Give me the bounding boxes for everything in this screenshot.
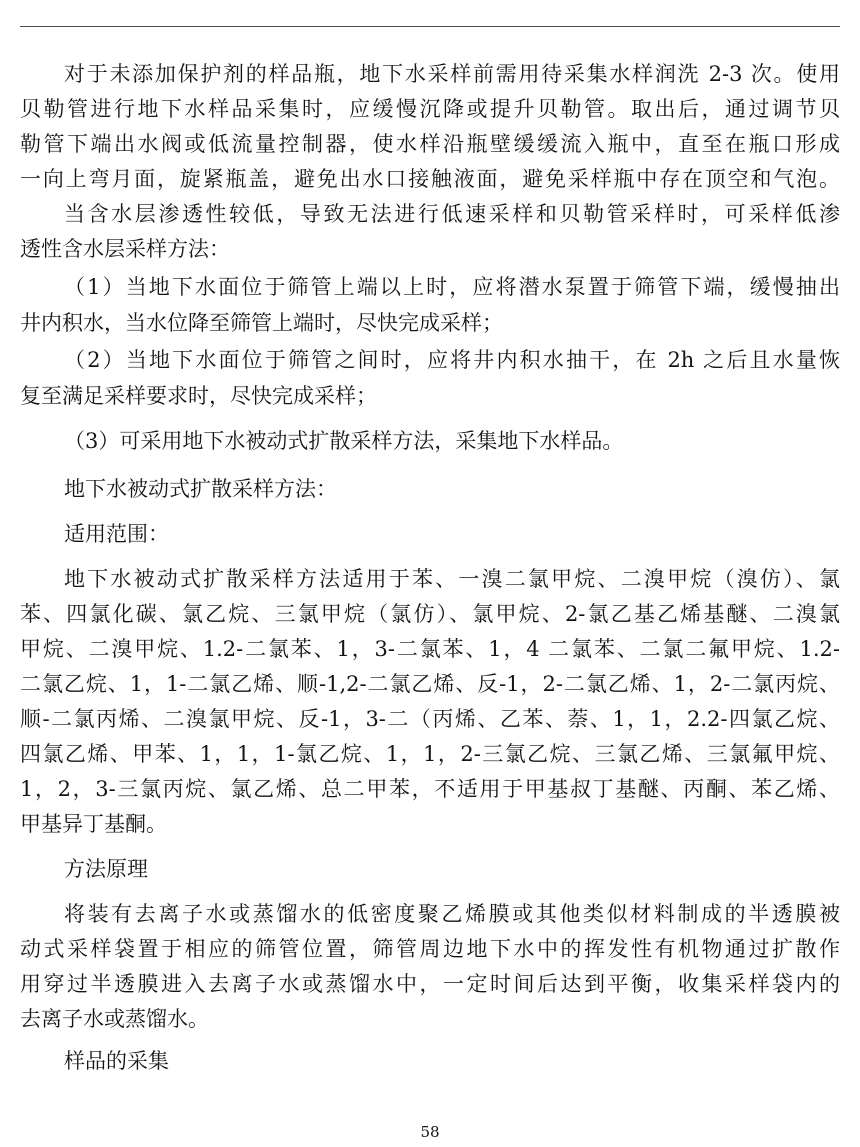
text-line: 地下水被动式扩散采样方法适用于苯、一溴二氯甲烷、二溴甲烷（溴仿）、氯 <box>64 567 840 591</box>
text-line: 甲基异丁基酮。 <box>20 812 167 836</box>
text-line: 复至满足采样要求时，尽快完成采样； <box>20 384 377 408</box>
section-heading-method-principle <box>20 852 840 887</box>
text-line: 苯、四氯化碳、氯乙烷、三氯甲烷（氯仿）、氯甲烷、2-氯乙基乙烯基醚、二溴氯 <box>20 602 840 626</box>
paragraph-method-principle <box>20 897 840 1037</box>
text-line: 四氯乙烯、甲苯、1，1，1-氯乙烷、1，1，2-三氯乙烷、三氯乙烯、三氯氟甲烷、 <box>20 742 840 766</box>
text-line: （2）当地下水面位于筛管之间时，应将井内积水抽干，在 2h 之后且水量恢 <box>64 348 840 372</box>
text-line: 一向上弯月面，旋紧瓶盖，避免出水口接触液面，避免采样瓶中存在顶空和气泡。 <box>20 167 840 191</box>
section-heading-scope <box>20 517 840 552</box>
text-line: （1）当地下水面位于筛管上端以上时，应将潜水泵置于筛管下端，缓慢抽出 <box>64 275 840 299</box>
text-line: 贝勒管进行地下水样品采集时，应缓慢沉降或提升贝勒管。取出后，通过调节贝 <box>20 97 840 121</box>
text-line: 二氯乙烷、1，1-二氯乙烯、顺-1,2-二氯乙烯、反-1，2-二氯乙烯、1，2-二氯丙烷、 <box>20 672 840 696</box>
header-rule <box>20 26 840 27</box>
text-line: 去离子水或蒸馏水。 <box>20 1007 209 1031</box>
paragraph-sample-bottle-rinse <box>20 57 840 197</box>
text-line: 透性含水层采样方法： <box>20 237 230 261</box>
text-line: （3）可采用地下水被动式扩散采样方法，采集地下水样品。 <box>64 429 624 453</box>
text-line: 当含水层渗透性较低，导致无法进行低速采样和贝勒管采样时，可采样低渗 <box>64 202 840 226</box>
list-item-3 <box>20 424 840 459</box>
list-item-1 <box>20 269 840 341</box>
text-line: 1，2，3-三氯丙烷、氯乙烯、总二甲苯，不适用于甲基叔丁基醚、丙酮、苯乙烯、 <box>20 777 840 801</box>
paragraph-low-permeability-intro <box>20 197 840 267</box>
list-item-2 <box>20 342 840 414</box>
section-heading-passive-diffusion <box>20 472 840 507</box>
text-line: 井内积水，当水位降至筛管上端时，尽快完成采样； <box>20 311 503 335</box>
text-line: 动式采样袋置于相应的筛管位置，筛管周边地下水中的挥发性有机物通过扩散作 <box>20 937 840 961</box>
text-line: 样品的采集 <box>64 1049 169 1073</box>
text-line: 对于未添加保护剂的样品瓶，地下水采样前需用待采集水样润洗 2-3 次。使用 <box>64 62 840 86</box>
section-heading-sample-collection <box>20 1044 840 1079</box>
text-line: 勒管下端出水阀或低流量控制器，使水样沿瓶壁缓缓流入瓶中，直至在瓶口形成 <box>20 132 840 156</box>
text-line: 顺-二氯丙烯、二溴氯甲烷、反-1，3-二（丙烯、乙苯、萘、1，1，2.2-四氯乙烷、 <box>20 707 840 731</box>
text-line: 方法原理 <box>64 857 148 881</box>
text-line: 适用范围： <box>64 522 169 546</box>
text-line: 甲烷、二溴甲烷、1.2-二氯苯、1，3-二氯苯、1，4 二氯苯、二氯二氟甲烷、1.2- <box>20 637 840 661</box>
text-line: 地下水被动式扩散采样方法： <box>64 477 337 501</box>
text-line: 将装有去离子水或蒸馏水的低密度聚乙烯膜或其他类似材料制成的半透膜被 <box>64 902 840 926</box>
paragraph-applicable-compounds <box>20 562 840 842</box>
page-number: 58 <box>420 1123 440 1141</box>
text-line: 用穿过半透膜进入去离子水或蒸馏水中，一定时间后达到平衡，收集采样袋内的 <box>20 972 840 996</box>
